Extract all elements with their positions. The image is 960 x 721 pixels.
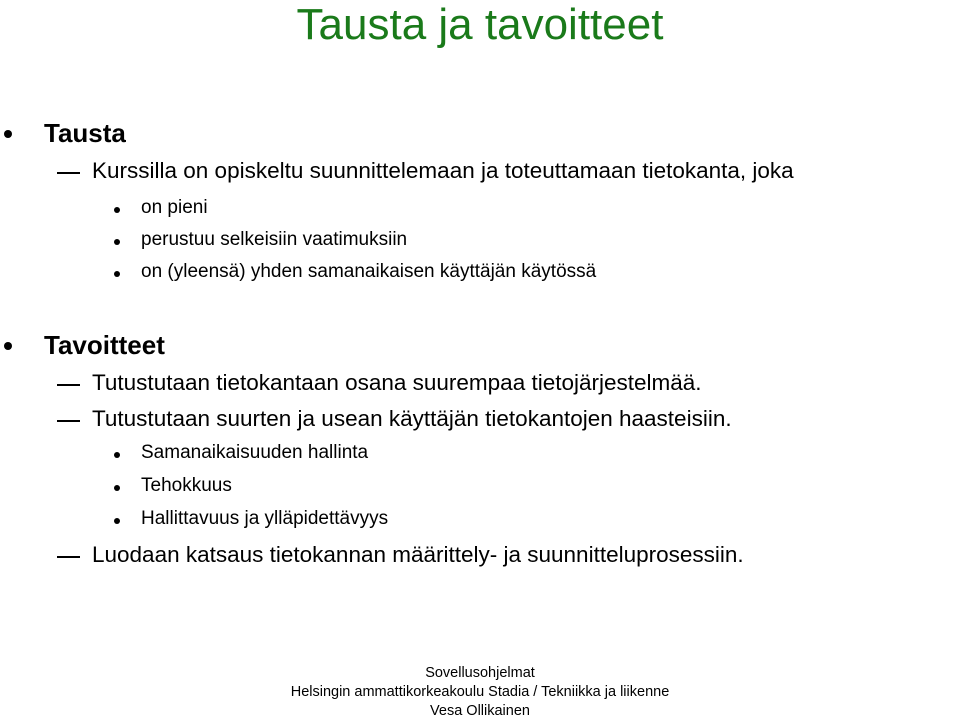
dash-item-text: Luodaan katsaus tietokannan määrittely- ja suunnitteluprosessiin.: [92, 542, 744, 567]
dash-icon: [57, 420, 80, 422]
bullet-item-text: Samanaikaisuuden hallinta: [141, 442, 369, 463]
bullet-item-text: on (yleensä) yhden samanaikaisen käyttäjän käytössä: [141, 261, 597, 282]
footer-author: Vesa Ollikainen: [430, 703, 530, 719]
bullet-icon: [114, 518, 120, 524]
dash-item-text: Kurssilla on opiskeltu suunnittelemaan ja toteuttamaan tietokanta, joka: [92, 158, 794, 183]
bullet-item-text: Tehokkuus: [141, 475, 232, 496]
bullet-icon: [114, 452, 120, 458]
bullet-icon: [114, 207, 120, 213]
bullet-item-text: perustuu selkeisiin vaatimuksiin: [141, 229, 408, 250]
dash-icon: [57, 556, 80, 558]
bullet-item-text: on pieni: [141, 197, 208, 218]
bullet-icon: [114, 239, 120, 245]
section-heading-label: Tavoitteet: [44, 330, 165, 360]
bullet-icon: [114, 271, 120, 277]
footer-institution: Helsingin ammattikorkeakoulu Stadia / Tekniikka ja liikenne: [290, 684, 670, 700]
section-heading-label: Tausta: [44, 118, 126, 148]
bullet-item-text: Hallittavuus ja ylläpidettävyys: [141, 508, 389, 529]
dash-icon: [57, 172, 80, 174]
bullet-icon: [114, 485, 120, 491]
dash-item-text: Tutustutaan suurten ja usean käyttäjän tietokantojen haasteisiin.: [92, 406, 732, 431]
footer-course: Sovellusohjelmat: [425, 665, 535, 681]
dash-icon: [57, 384, 80, 386]
dash-item-text: Tutustutaan tietokantaan osana suurempaa tietojärjestelmää.: [92, 370, 702, 395]
slide-title: Tausta ja tavoitteet: [296, 0, 664, 49]
